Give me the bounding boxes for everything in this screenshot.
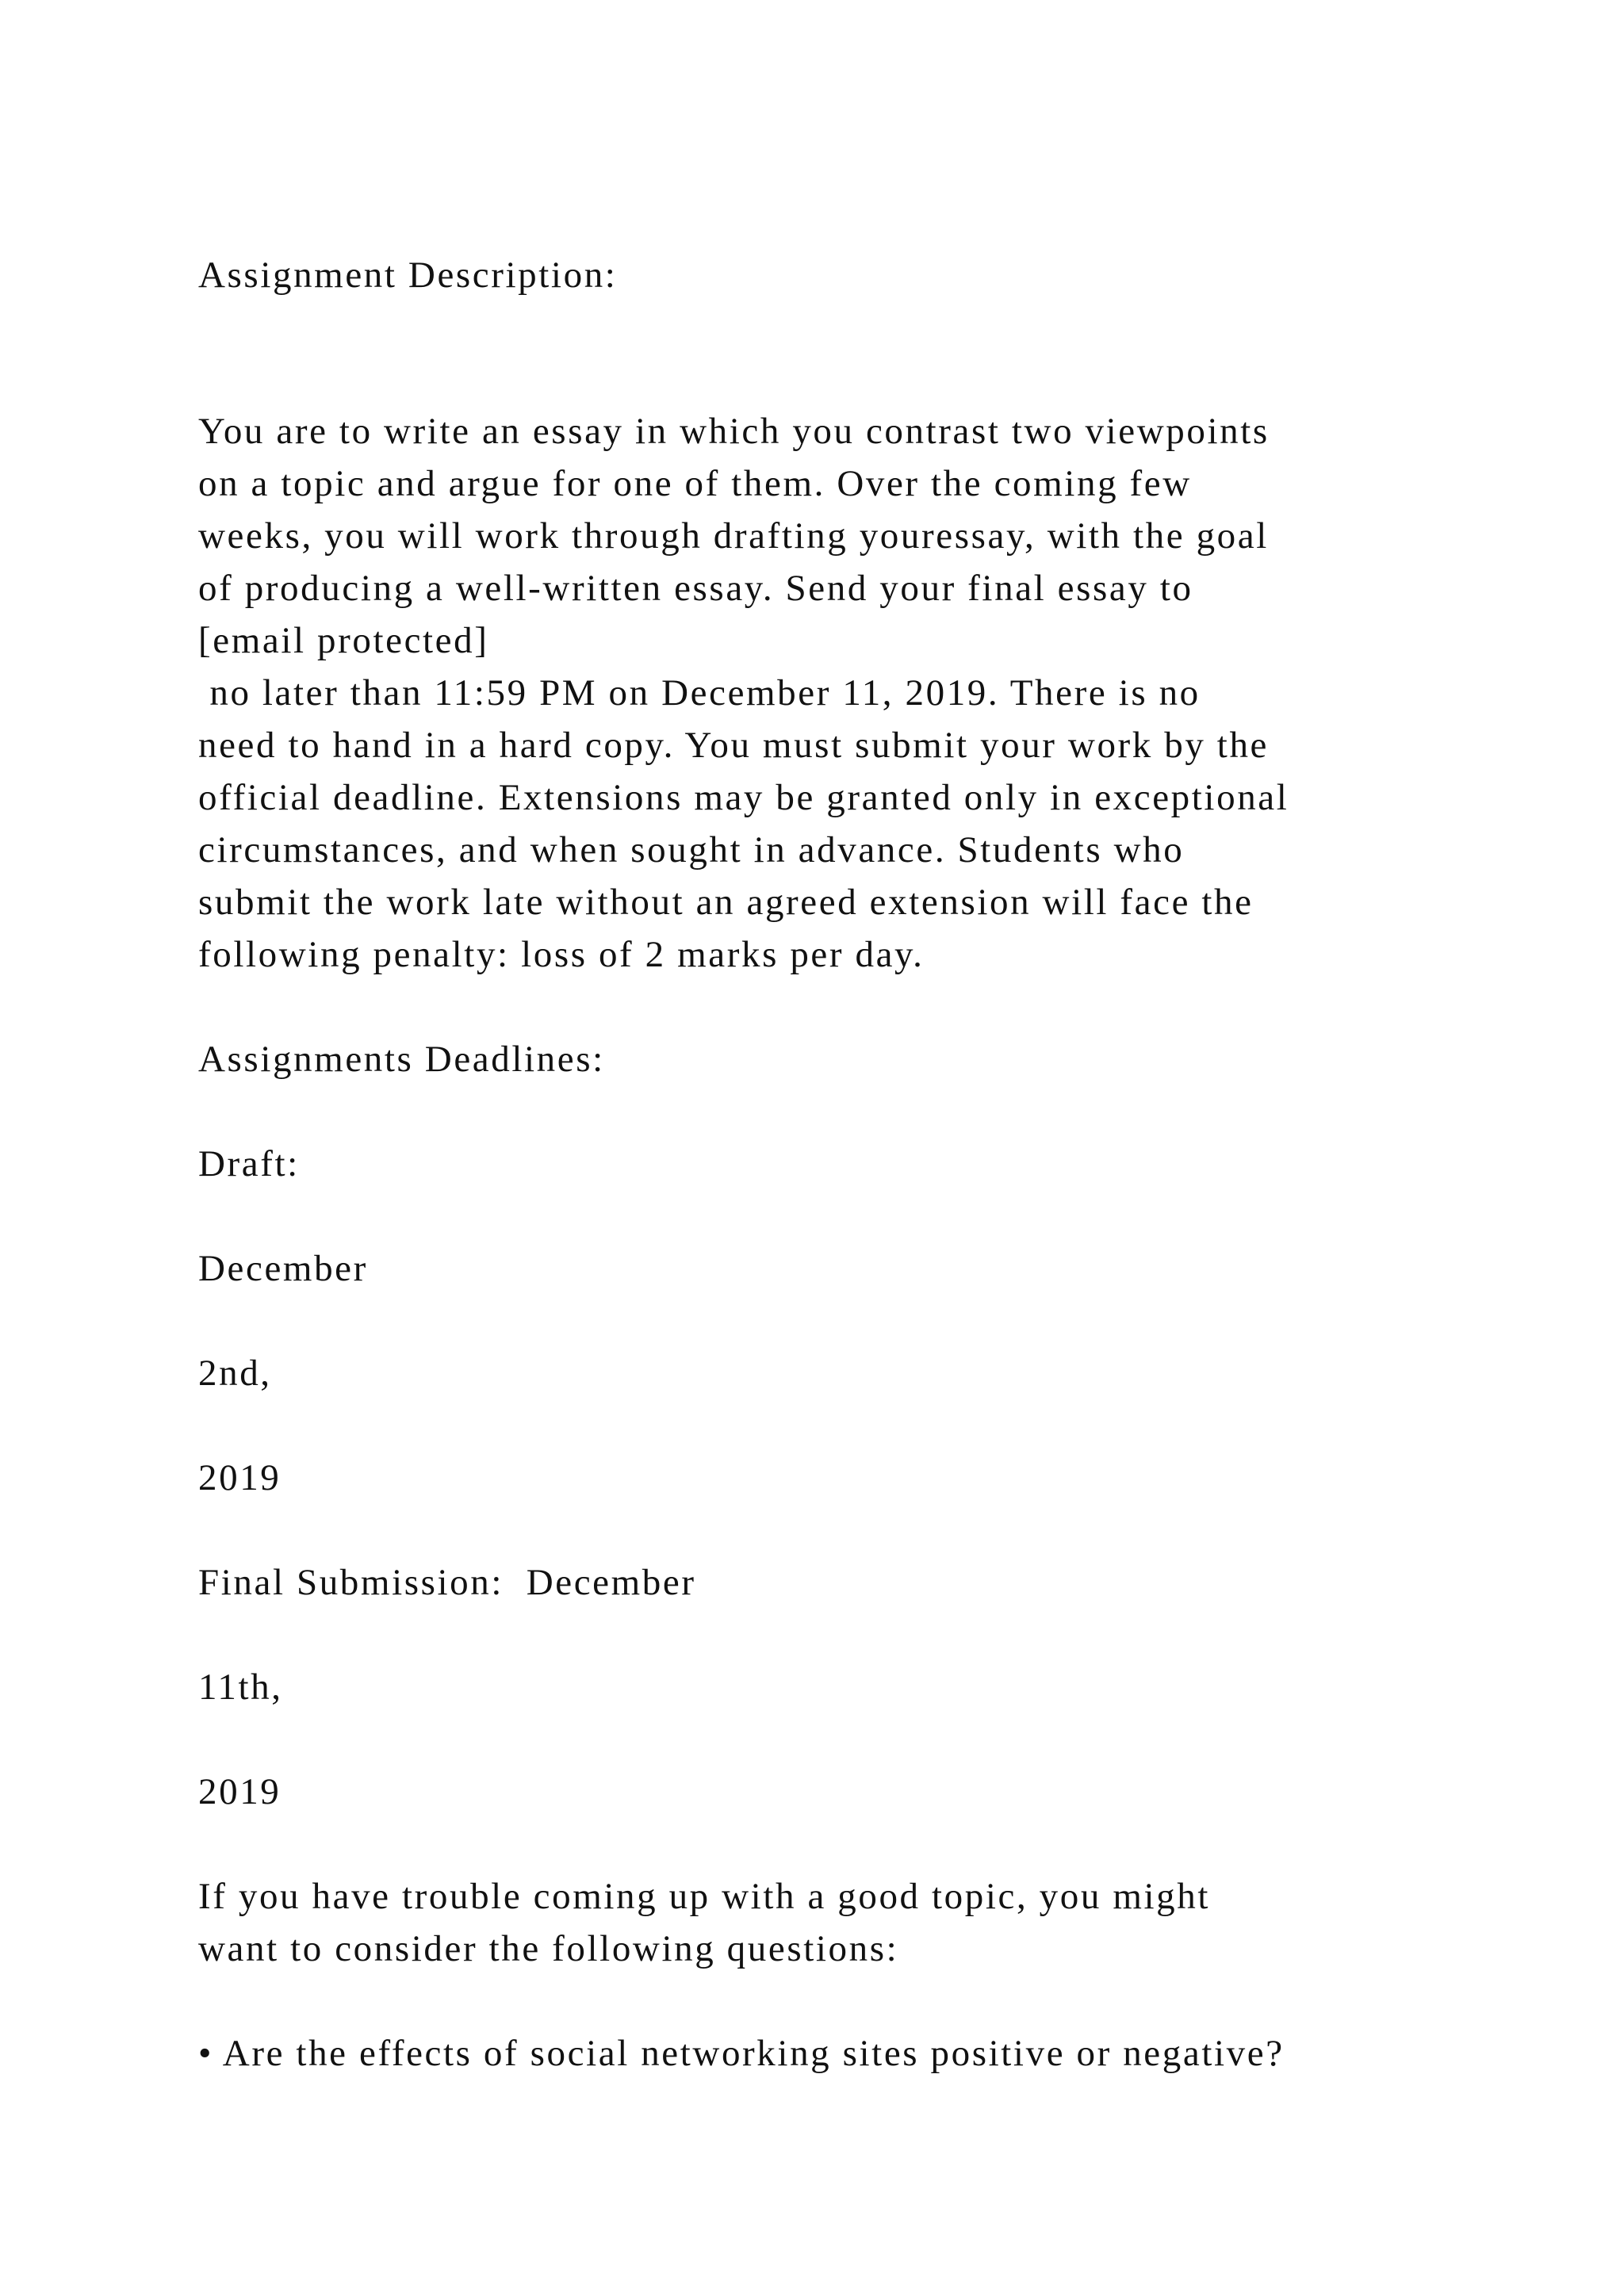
final-day: 11th, [198,1667,283,1708]
description-line: official deadline. Extensions may be granted only in exceptional [198,777,1289,818]
bullet-question: • Are the effects of social networking sites positive or negative? [198,2033,1285,2074]
deadlines-heading: Assignments Deadlines: [198,1039,605,1080]
email-text: [email protected] [198,620,489,661]
draft-month: December [198,1248,368,1289]
draft-day: 2nd, [198,1353,272,1394]
description-line: submit the work late without an agreed extension will face the [198,882,1254,923]
topic-line: If you have trouble coming up with a good topic, you might [198,1876,1210,1917]
draft-year: 2019 [198,1457,282,1498]
topic-line: want to consider the following questions: [198,1928,899,1969]
description-line: circumstances, and when sought in advance. Students who [198,829,1185,871]
description-line: no later than 11:59 PM on December 11, 2019. There is no [198,672,1201,714]
description-line: on a topic and argue for one of them. Over the coming few [198,463,1192,504]
description-line: need to hand in a hard copy. You must submit your work by the [198,725,1270,766]
description-line: weeks, you will work through drafting youressay, with the goal [198,515,1269,557]
final-submission-label: Final Submission: December [198,1562,696,1603]
draft-label: Draft: [198,1143,300,1184]
description-line: You are to write an essay in which you contrast two viewpoints [198,411,1270,452]
assignment-heading: Assignment Description: [198,254,618,296]
description-line: of producing a well-written essay. Send your final essay to [198,568,1193,609]
description-line: following penalty: loss of 2 marks per day. [198,934,925,975]
final-year: 2019 [198,1771,282,1812]
